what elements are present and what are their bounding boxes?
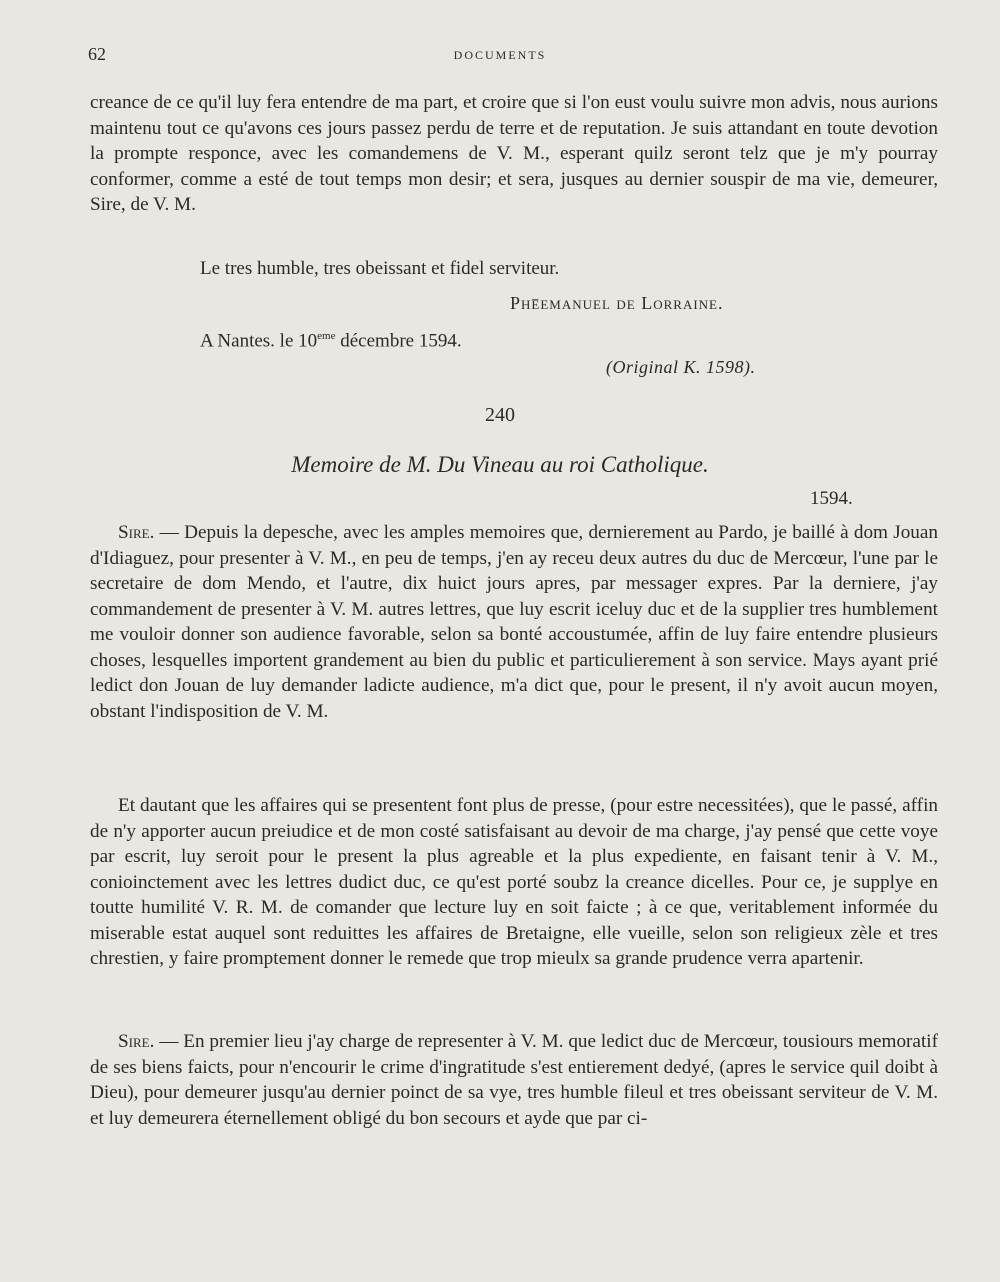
place-date-suffix: décembre 1594.	[335, 330, 462, 352]
document-title: Memoire de M. Du Vineau au roi Catholique.	[291, 452, 709, 477]
paragraph-text	[90, 520, 938, 724]
paragraph-text	[90, 1029, 938, 1131]
page-number: 62	[88, 44, 106, 64]
salutation: Sire.	[118, 522, 155, 543]
paragraph-text: Et dautant que les affaires qui se presentent font plus de presse, (pour estre necessitées), que le passé, affin de n'y apporter aucun preiudice et de mon costé satisfaisant au devoir de ma charge, j'ay pensé que cette voye par escrit, luy seroit pour le present la plus agreable et la plus expediente, en faisant tenir à V. M., conioinctement avec les lettres dudict duc, ce qu'est porté soubz la creance dicelles. Pour ce, je supplye en toutte humilité V. R. M. de comander que lecture luy en soit faicte ; à ce que, veritablement informée du miserable estat auquel sont reduittes les affaires de Bretaigne, elle vueille, selon son religieux zèle et tres chrestien, y faire promptement donner le remede que trop mieulx sa grande prudence verra apartenir.	[90, 795, 938, 969]
place-date	[200, 330, 462, 352]
document-year: 1594.	[810, 488, 853, 509]
place-date-prefix: A Nantes. le 10	[200, 330, 318, 352]
paragraph-body: — Depuis la depesche, avec les amples memoires que, dernierement au Pardo, je baillé à dom Jouan d'Idiaguez, pour presenter à V. M., en peu de temps, j'en ay receu deux autres du duc de Mercœur, l'une par le secretaire de dom Mendo, et l'autre, dix huict jours apres, par messager expres. Par la derniere, j'ay commandement de presenter à V. M. autres lettres, que luy escrit iceluy duc et de la supplier tres humblement me vouloir donner son audience favorable, selon sa bonté accoustumée, affin de luy faire entendre plusieurs choses, lesquelles importent grandement au bien du public et particulierement à son service. Mays ayant prié ledict don Jouan de luy demander ladicte audience, m'a dict que, pour le present, il n'y avoit aucun moyen, obstant l'indisposition de V. M.	[90, 522, 938, 722]
memoir-paragraph-3	[90, 1029, 938, 1131]
page-header	[88, 44, 912, 68]
document-number: 240	[485, 404, 515, 426]
paragraph-text: creance de ce qu'il luy fera entendre de ma part, et croire que si l'on eust voulu suivre mon advis, nous aurions maintenu tout ce qu'avons ces jours passez perdu de terre et de reputation. Je suis attandant en toute devotion la prompte responce, avec les comandemens de V. M., esperant quilz seront telz que je m'y pourray conformer, comme a esté de tout temps mon desir; et sera, jusques au dernier souspir de ma vie, demeurer, Sire, de V. M.	[90, 92, 938, 215]
salutation: Sire.	[118, 1031, 155, 1052]
memoir-paragraph-2	[90, 793, 938, 972]
running-head: DOCUMENTS	[453, 48, 547, 62]
memoir-paragraph-1	[90, 520, 938, 724]
signature: Phe̅emanuel de Lorraine.	[510, 293, 724, 313]
closing-formula: Le tres humble, tres obeissant et fidel serviteur.	[200, 258, 560, 279]
place-date-superscript: eme	[317, 330, 336, 342]
letter-closing-paragraph	[90, 90, 938, 218]
paragraph-body: — En premier lieu j'ay charge de representer à V. M. que ledict duc de Mercœur, tousiours memoratif de ses biens faicts, pour n'encourir le crime d'ingratitude s'est entierement dedyé, (apres le service quil doibt à Dieu), pour demeurer jusqu'au dernier poinct de sa vye, tres humble fileul et tres obeissant serviteur de V. M. et luy demeurera éternellement obligé du bon secours et ayde que par ci-	[90, 1031, 938, 1129]
archival-source: (Original K. 1598).	[606, 357, 756, 377]
